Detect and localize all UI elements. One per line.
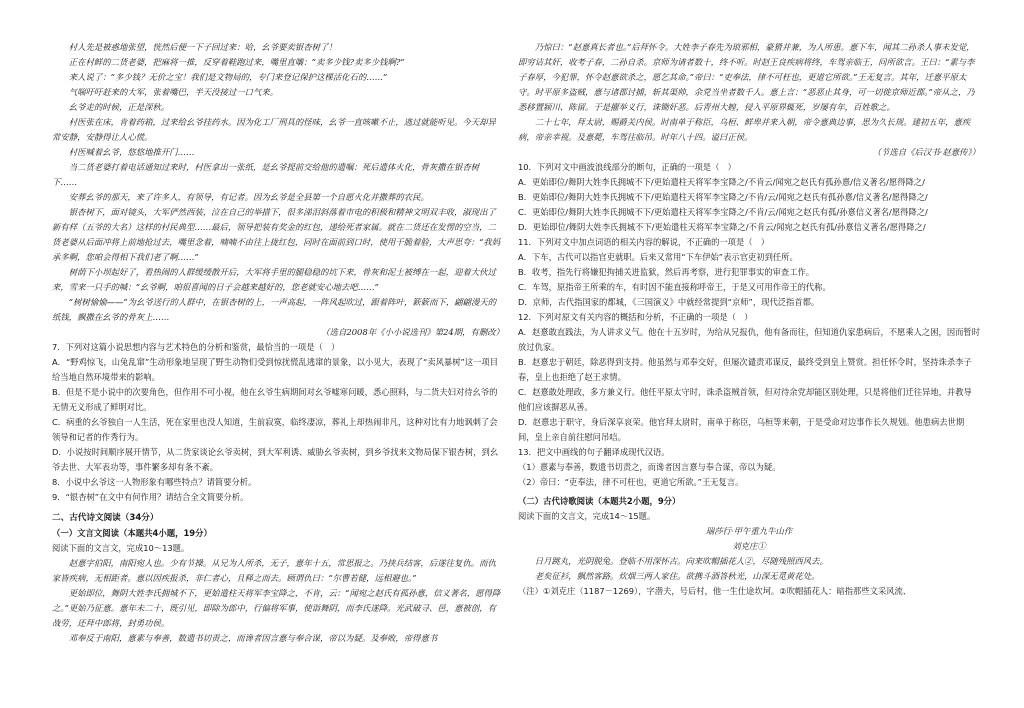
question-line: D．更始即位/舞阴大姓李氏拥城不下/更始遣柱天将军李宝降之/不肯云/闻宛之赵氏有孤/孙憙信义著名/愿得降之/ [518, 222, 926, 232]
question-line: （2）帝曰：“吏奉法，律不可枉也，更道它所欲。”王无复言。 [518, 477, 744, 487]
section-2-title: 二、古代诗文阅读（34分） [52, 513, 159, 523]
left-column [52, 40, 504, 646]
classical-paragraph: 二十七年，拜太尉，赐爵关内侯。时南单于称臣，乌桓、鲜卑并来入朝，帝令憙典边事，思为久长规。建初五年，憙疾病，帝亲幸视。及憙薨，车驾往临吊。时年八十四。谥曰正侯。 [518, 117, 971, 142]
story-paragraph: “树树愉愉——”为幺爷送行的人群中，在银杏树的上，一声高起，一阵风起吹过，跟着阵叶，簌簌而下，翩翩漫天的纸钱，飘撒在幺爷的骨灰上…… [52, 297, 497, 322]
subsection-2-title: （二）古代诗歌阅读（本题共2小题，9分） [518, 496, 681, 506]
story-paragraph: 银杏树下，面对镜头，大军俨然西装，泣在自己的举措下，很多涕泪斜落着市电的积极和精神文明双丰收，淑现出了新有样（五爷的大名）这样的村民典型……最后，领导把装有奖金的红包，递给死者家属。就在二货还在发愣的空当，二货老婆从后面冲将上前地抢过去，嘴里念着，喃喃不由往上拢红包，同时在面前到口时，使用干脆着脸，大声思夸：“我妈承多啊，您咱会得相下我们老了啊……” [52, 207, 501, 262]
question-line: A．下车，古代可以指官吏就职。后来又常用“下车伊始”表示官吏初到任所。 [518, 252, 798, 262]
question-line: 11．下列对文中加点词语的相关内容的解说，不正确的一项是（ ） [518, 237, 770, 247]
question-line: D．赵憙忠于职守，身后深享哀荣。他官拜太尉时，南单于称臣，乌桓等来朝，于是受命对边事作长久规划。他患病去世期间，皇上亲自前往慰问吊唁。 [518, 417, 965, 442]
question-line: D．小说按时间顺序展开情节，从二货家谈论幺爷卖树，到大军利诱、威胁幺爷卖树，到乡爷找来文物局保下银杏树，到幺爷去世、大军表功等，事件繁多却有条不紊。 [52, 447, 499, 472]
classical-text [52, 556, 504, 646]
poem-body [518, 554, 980, 584]
story-paragraph: 幺爷走的时候，正是深秋。 [68, 102, 170, 112]
question-line: C．病重的幺爷独自一人生活，死在家里也没人知道，生前寂寞，临终凄凉，葬礼上却热闹非凡，这种对比有力地讽刺了会领导和记者的作秀行为。 [52, 417, 498, 442]
story-paragraph: 村医喊着幺爷，悠悠地推开门…… [68, 147, 195, 157]
question-line: A．“野鸡惊飞，山兔乱窜”生动形象地呈现了野生动物们受到惊扰慌乱逃窜的景象，以小见大，表现了“卖风暴树”这一项目给当地自然环境带来的影响。 [52, 357, 499, 382]
story-paragraph: 正在村鲜的二货老婆，把麻将一推，反穿着鞋跑过来，嘴里直嚷：“卖多少钱?卖多少钱啊?” [68, 57, 405, 67]
classical-source: （节选自《后汉书·赵憙传》） [872, 147, 980, 157]
story-paragraph: 当二货老婆打着电话通知过来时，村医拿出一张纸，是幺爷提前交给他的遗嘱：死后遗体火化，骨灰撒在银杏树下…… [52, 162, 480, 187]
question-line: D．京师，古代指国家的都城，《三国演义》中就经常提到“京师”，现代泛指首都。 [518, 297, 820, 307]
right-column [518, 40, 980, 599]
question-line: C．车驾，原指帝王所乘的车，有时因不能直接称呼帝王，于是又可用作帝王的代称。 [518, 282, 831, 292]
question-line: （1）憙素与奉善，数遗书切责之，而谗者因言憙与奉合谋，帝以为疑。 [518, 462, 781, 472]
questions-7-9 [52, 340, 504, 505]
story-paragraph: 气喘吁吁赶来的大军，张着嘴巴，半天没接过一口气来。 [68, 87, 279, 97]
story-paragraph: 来人说了：“多少钱？无价之宝！我们是文物局的，专门来登记保护这棵活化石的……” [68, 72, 388, 82]
story-paragraph: 村医张在床，肯着药箱，过来给幺爷挂药水。因为化工厂刑具的怪味，幺爷一直咳嗽不止，逃过就能听见。今天却异常安静，安静得让人心慌。 [52, 117, 496, 142]
question-line: C．赵憙敢处理政，多方兼义行。他任平原太守时，诛杀盗贼首领，但对待余党却能区别处理，只是将他们迁往异地，并教导他们应该摒恶从善。 [518, 387, 972, 412]
question-line: 7．下列对这篇小说思想内容与艺术特色的分析和鉴赏，最恰当的一项是（ ） [52, 342, 340, 352]
question-line: A．赵憙敢直践法，为人讲求义气。他在十五岁时，为给从兄报仇，他有备而往，但知道仇家患病后，不愿乘人之困，因而暂时放过仇家。 [518, 327, 981, 352]
classical-paragraph: 更始即位，舞阴大姓李氏拥城不下，更始遣柱天将军李宝降之，不肯，云：“闻宛之赵氏有孤孙憙，信义著名，愿得降之。”更始乃征憙。憙年未二十，既引见，即除为郎中，行偏将军事，使诣舞阴，而李氏遂降。光武破寻、邑，憙被创，有战劳，还拜中郎将，封勇功侯。 [52, 588, 501, 628]
subsection-1-title: （一）文言文阅读（本题共4小题，19分） [52, 528, 212, 538]
question-line: A．更始即位/舞阴大姓李氏拥城不下/更始遣柱天将军李宝降之/不肯云/闻宛之赵氏有孤孙憙/信义著名/愿得降之/ [518, 177, 925, 187]
poem-note: （注）①刘克庄（1187－1269），字潜夫，号后村，他一生仕途坎坷。②吹帽插花人：暗指那些文采风流、 [518, 586, 912, 596]
poem-line: 日月跳丸，光阴脱兔。登临不用深怀古。向来吹帽插花人②，尽随残照西风去。 [534, 556, 828, 566]
question-line: 12．下列对原文有关内容的概括和分析，不正确的一项是（ ） [518, 312, 753, 322]
question-line: C．更始即位/舞阴大姓李氏拥城不下/更始遣柱天将军李宝降之/不肯/云/闻宛之赵氏有孤/孙憙信义著名/愿得降之/ [518, 207, 928, 217]
poem-author: 刘克庄① [732, 541, 766, 551]
classical-paragraph: 乃惊曰：“赵憙真长者也。”后拜怀令。大姓李子春先为琅邪相，豪猾并兼，为人所患。憙下车，闻其二孙杀人事未发觉，即穷诘其奸，收考子春，二孙自杀。京师为请者数十，终不听。时赵王良疾病将终，车驾亲临王，问所欲言。王曰：“素与李子春厚，今犯罪，怀令赵憙欲杀之，愿乞其命。”帝曰：“吏奉法，律不可枉也，更道它所欲。”王无复言。其年，迁憙平原太守。时平原多盗贼，憙与诸郡讨捕，斩其渠帅，余党当坐者数千人。憙上言：“恶恶止其身，可一切徙京师近郡。”帝从之，乃悉移置颍川、陈留。于是擢举义行，诛锄奸恶。后青州大蝗，侵入平原界辄死，岁屡有年，百姓歌之。 [518, 42, 975, 112]
question-line: 9．“银杏树”在文中有何作用？请结合全文简要分析。 [52, 492, 249, 502]
question-line: B．但是不是小说中的次要角色，但作用不可小视，他在幺爷生病期间对幺爷嘘寒问暖，悉心照料，与二货夫妇对待幺爷的无情无义形成了鲜明对比。 [52, 387, 498, 412]
question-line: B．更始即位/舞阴大姓李氏拥城不下/更始遣柱天将军李宝降之/不肯/云/闻宛之赵氏有孤孙憙/信义著名/愿得降之/ [518, 192, 928, 202]
classical-paragraph: 赵憙字伯阳，南阳宛人也。少有节操。从兄为人所杀，无子，憙年十五，常思报之。乃挟兵结客，后遂往复仇。而仇家皆疾病，无相距者。憙以因疾报杀，非仁者心，且释之而去。顾谓仇曰：“尔曹若健，远相避也。” [52, 558, 496, 583]
question-line: B．收考，指先行将嫌犯拘捕关进监狱，然后再考察，进行犯罪事实的审查工作。 [518, 267, 815, 277]
story-paragraph: 村人先是被惑地张望，恍然后便一下子回过来：哈，幺爷要卖银杏树了！ [68, 42, 337, 52]
poem-line: 老矣征衫，飘然客路。炊烟三两人家住。欲携斗酒答秋光，山深无觅黄花处。 [534, 571, 820, 581]
story-source: （选自2008年《小小说选刊》第24期，有删改） [321, 327, 504, 337]
questions-10-13 [518, 160, 980, 490]
poem-title: 瑞莎行·甲午重九牛山作 [705, 526, 793, 536]
question-line: 8．小说中幺爷这一人物形象有哪些特点？请简要分析。 [52, 477, 257, 487]
classical-paragraph: 邓奉反于南阳，憙素与奉善，数遗书切责之，而谗者因言憙与奉合谋，帝以为疑。及奉败，帝得憙书 [68, 633, 438, 643]
story-paragraph: 树荫下小坝起好了，看热闹的人群缓缓散开后，大军将手里的腿稳稳的坑下来，骨灰和泥土被缚在一起，迎着大伙过来，雪来一只手的喊：“幺爷啊，咱很喜闻的日子会越来越好的，您老就安心地去吧……” [52, 267, 496, 292]
classical-text-continued [518, 40, 980, 145]
question-line: B．赵憙忠于朝廷，除恶得到支持。他虽然与邓奉交好，但屡次谴责邓谋反，最终受到皇上赞赏。担任怀令时，坚持诛杀李子春，皇上也拒绝了赵王求情。 [518, 357, 972, 382]
subsection-1-instructions: 阅读下面的文言文，完成10～13题。 [52, 543, 190, 553]
subsection-2-instructions: 阅读下面的文言文，完成14～15题。 [518, 511, 656, 521]
question-line: 13．把文中画线的句子翻译成现代汉语。 [518, 447, 670, 457]
story-text [52, 40, 504, 325]
story-paragraph: 安葬幺爷的那天，来了许多人，有领导，有记者。因为幺爷是全县第一个自愿火化并撒葬的农民。 [68, 192, 429, 202]
question-line: 10．下列对文中画波浪线部分的断句，正确的一项是（ ） [518, 162, 736, 172]
